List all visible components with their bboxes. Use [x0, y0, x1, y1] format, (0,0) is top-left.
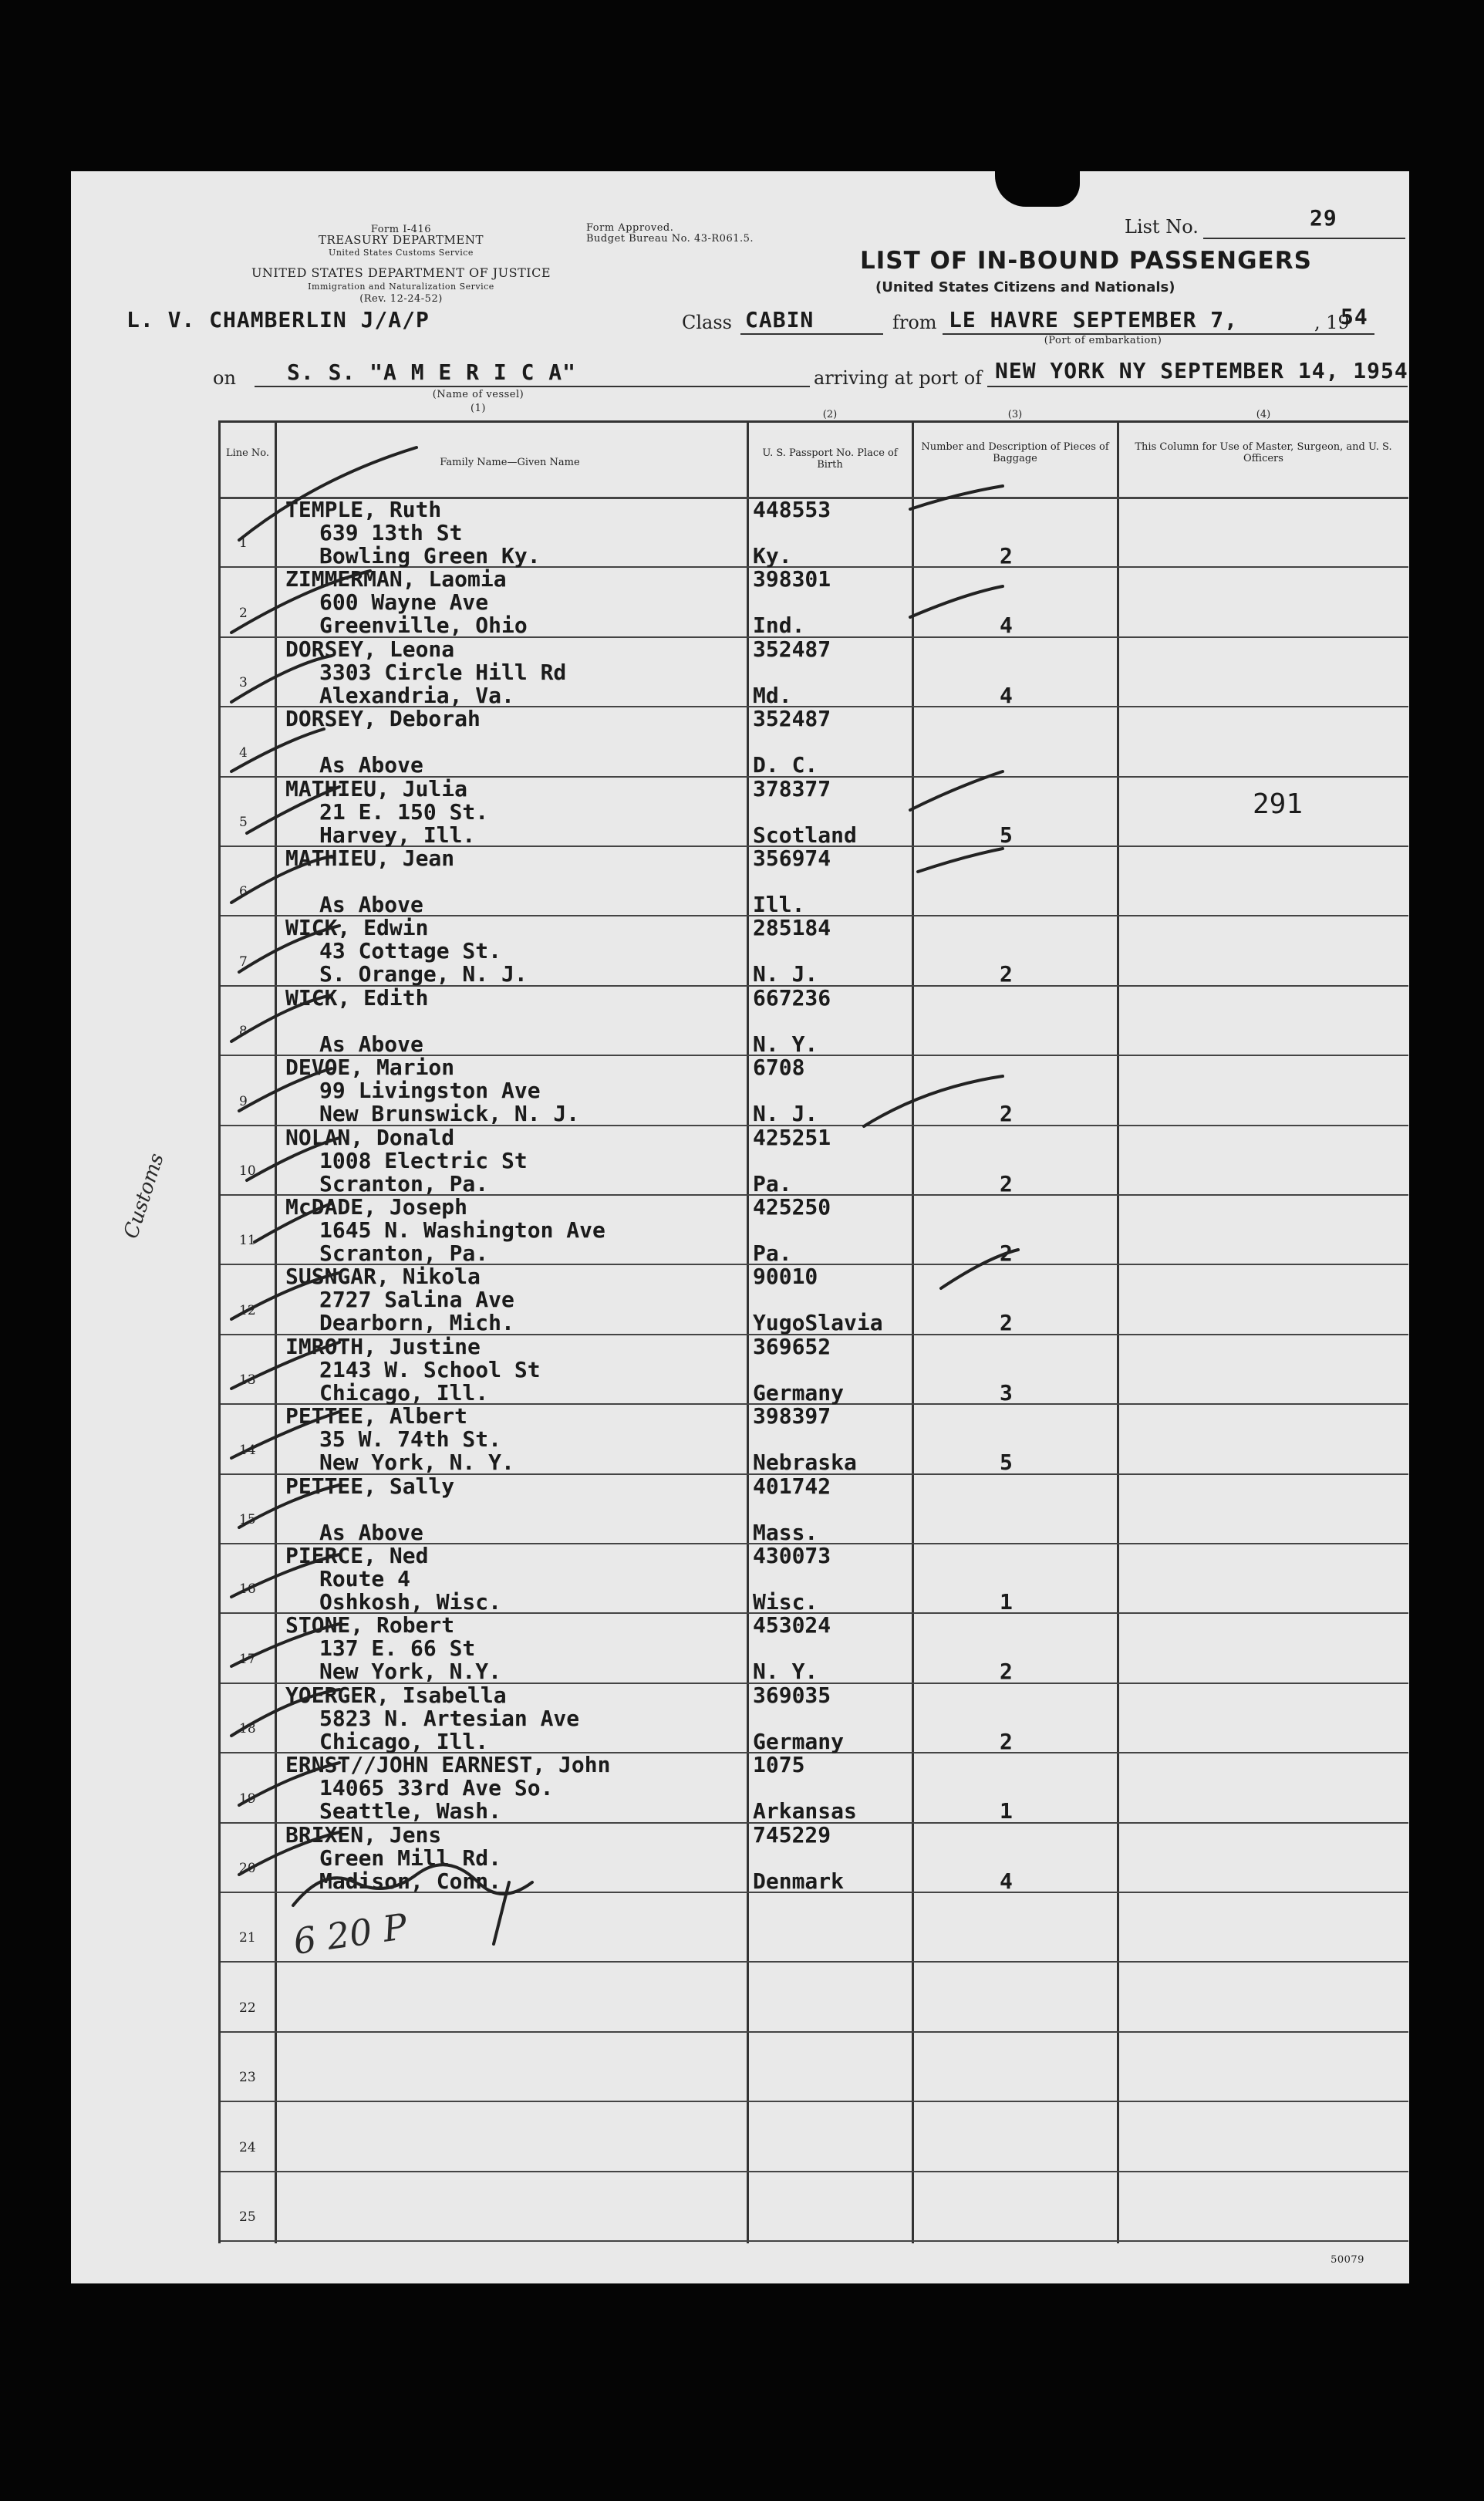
revision-date: (Rev. 12-24-52)	[359, 293, 443, 305]
line-number: 8	[239, 1024, 248, 1040]
passenger-street: 35 W. 74th St.	[319, 1426, 502, 1453]
passenger-city: As Above	[319, 892, 423, 917]
baggage-count: 2	[1000, 1170, 1013, 1196]
place-of-birth: Ind.	[753, 613, 805, 639]
passenger-name: IMROTH, Justine	[285, 1333, 481, 1359]
line-number: 18	[239, 1721, 256, 1737]
line-number: 5	[239, 815, 248, 830]
passenger-street: 14065 33rd Ave So.	[319, 1775, 554, 1801]
line-number: 13	[239, 1372, 256, 1389]
line-number: 4	[239, 744, 248, 761]
passenger-city: Dearborn, Mich.	[319, 1310, 514, 1336]
passenger-street: 2727 Salina Ave	[319, 1287, 514, 1313]
passenger-name: STONE, Robert	[285, 1612, 455, 1639]
passport-number: 448553	[753, 497, 831, 522]
place-of-birth: Pa.	[753, 1240, 792, 1266]
passport-number: 745229	[753, 1821, 831, 1848]
line-number: 15	[239, 1512, 256, 1527]
passport-number: 369652	[753, 1333, 831, 1359]
passenger-name: TEMPLE, Ruth	[285, 497, 442, 522]
passenger-name: MATHIEU, Jean	[285, 845, 455, 871]
baggage-count: 2	[1000, 961, 1013, 987]
line-number: 10	[239, 1163, 256, 1179]
passenger-city: Bowling Green Ky.	[319, 543, 541, 569]
baggage-count: 5	[1000, 1450, 1013, 1476]
vessel-label: (Name of vessel)	[432, 389, 524, 400]
baggage-count: 2	[1000, 1101, 1013, 1127]
baggage-count: 1	[1000, 1798, 1013, 1824]
column-header-name: Family Name—Given Name	[440, 457, 580, 468]
place-of-birth: D. C.	[753, 752, 818, 778]
passport-number: 401742	[753, 1473, 831, 1499]
column-header-baggage: Number and Description of Pieces of Baggage	[921, 441, 1109, 464]
passport-number: 667236	[753, 984, 831, 1011]
line-number: 25	[239, 2209, 256, 2225]
passenger-street: 1008 Electric St	[319, 1147, 528, 1173]
passenger-street: 2143 W. School St	[319, 1356, 541, 1382]
place-of-birth: Nebraska	[753, 1450, 857, 1476]
passenger-name: McDADE, Joseph	[285, 1194, 468, 1220]
list-number-label: List No.	[1125, 216, 1199, 238]
baggage-count: 4	[1000, 1868, 1013, 1894]
class-value: CABIN	[745, 307, 815, 332]
passenger-street: 600 Wayne Ave	[319, 589, 489, 616]
line-number: 23	[239, 2070, 256, 2086]
place-of-birth: Ill.	[753, 892, 805, 917]
place-of-birth: N. Y.	[753, 1031, 818, 1057]
master-name: L. V. CHAMBERLIN J/A/P	[126, 307, 430, 332]
line-number: 2	[239, 605, 248, 621]
place-of-birth: N. Y.	[753, 1659, 818, 1685]
passenger-name: YOERGER, Isabella	[285, 1682, 507, 1708]
baggage-count: 3	[1000, 1379, 1013, 1406]
passenger-city: Scranton, Pa.	[319, 1240, 489, 1266]
year-prefix: , 19	[1314, 312, 1350, 333]
place-of-birth: Germany	[753, 1728, 845, 1754]
passenger-city: Alexandria, Va.	[319, 682, 514, 708]
place-of-birth: Ky.	[753, 543, 792, 569]
form-approved: Form Approved.	[586, 222, 674, 234]
line-number: 12	[239, 1302, 256, 1318]
line-number: 17	[239, 1651, 256, 1667]
passenger-street: Green Mill Rd.	[319, 1845, 502, 1871]
passport-number: 369035	[753, 1682, 831, 1708]
line-number: 16	[239, 1581, 256, 1598]
passenger-street: 1645 N. Washington Ave	[319, 1217, 605, 1243]
margin-note-customs: Customs	[120, 1150, 169, 1242]
passport-number: 453024	[753, 1612, 831, 1639]
passenger-street: 21 E. 150 St.	[319, 798, 489, 825]
passport-number: 285184	[753, 915, 831, 941]
embarkation-port-date: LE HAVRE SEPTEMBER 7,	[949, 307, 1239, 332]
column-header-line-no: Line No.	[225, 447, 270, 459]
passenger-city: As Above	[319, 752, 423, 778]
arriving-label: arriving at port of	[814, 367, 983, 389]
passenger-name: WICK, Edwin	[285, 915, 429, 941]
line-number: 9	[239, 1093, 248, 1109]
passenger-street: 5823 N. Artesian Ave	[319, 1705, 580, 1731]
passenger-city: Seattle, Wash.	[319, 1798, 502, 1824]
passenger-street: 99 Livingston Ave	[319, 1078, 541, 1104]
passenger-name: ERNST//JOHN EARNEST, John	[285, 1752, 611, 1778]
line-number: 14	[239, 1442, 256, 1458]
passenger-name: BRIXEN, Jens	[285, 1821, 442, 1848]
treasury-department: TREASURY DEPARTMENT	[319, 233, 484, 247]
passenger-name: PETTEE, Sally	[285, 1473, 455, 1499]
passenger-street: 3303 Circle Hill Rd	[319, 659, 567, 685]
column-header-officers: This Column for Use of Master, Surgeon, and U. S. Officers	[1135, 441, 1392, 464]
place-of-birth: Germany	[753, 1379, 845, 1406]
passenger-name: PETTEE, Albert	[285, 1403, 468, 1429]
passport-number: 425251	[753, 1124, 831, 1150]
passport-number: 430073	[753, 1543, 831, 1568]
line-number: 22	[239, 2000, 256, 2016]
place-of-birth: Arkansas	[753, 1798, 857, 1824]
passenger-city: New York, N. Y.	[319, 1450, 514, 1476]
passenger-name: NOLAN, Donald	[285, 1124, 455, 1150]
line-number: 7	[239, 953, 248, 970]
passenger-city: Harvey, Ill.	[319, 822, 476, 848]
passenger-street: 43 Cottage St.	[319, 938, 502, 964]
vessel-column-number: (1)	[470, 403, 486, 414]
page-subtitle: (United States Citizens and Nationals)	[875, 279, 1175, 295]
column-number-2: (2)	[822, 409, 838, 420]
passenger-city: Chicago, Ill.	[319, 1379, 489, 1406]
line-number: 24	[239, 2139, 256, 2155]
place-of-birth: N. J.	[753, 1101, 818, 1127]
passenger-city: As Above	[319, 1519, 423, 1545]
passenger-city: Oshkosh, Wisc.	[319, 1589, 502, 1615]
line-number: 21	[239, 1930, 256, 1946]
passenger-name: DORSEY, Leona	[285, 636, 455, 662]
place-of-birth: N. J.	[753, 961, 818, 987]
passenger-name: SUSNGAR, Nikola	[285, 1264, 481, 1290]
passport-number: 90010	[753, 1264, 818, 1290]
passport-number: 1075	[753, 1752, 805, 1778]
immigration-service: Immigration and Naturalization Service	[308, 282, 494, 292]
baggage-count: 2	[1000, 1310, 1013, 1336]
vessel-name: S. S. "A M E R I C A"	[287, 359, 577, 385]
form-number: Form I-416	[370, 224, 432, 235]
passenger-street: 137 E. 66 St	[319, 1635, 476, 1662]
on-label: on	[213, 367, 236, 389]
passport-number: 352487	[753, 706, 831, 732]
footer-code: 50079	[1331, 2254, 1364, 2266]
line-number: 11	[239, 1233, 256, 1249]
passport-number: 352487	[753, 636, 831, 662]
passport-number: 378377	[753, 775, 831, 802]
column-header-passport: U. S. Passport No. Place of Birth	[762, 447, 898, 471]
from-label: from	[892, 312, 937, 333]
passenger-city: New York, N.Y.	[319, 1659, 502, 1685]
passenger-city: Chicago, Ill.	[319, 1728, 489, 1754]
class-label: Class	[682, 312, 732, 333]
passport-number: 356974	[753, 845, 831, 871]
passenger-name: ZIMMERMAN, Laomia	[285, 566, 507, 592]
passenger-street: Route 4	[319, 1566, 411, 1591]
passenger-street: 639 13th St	[319, 520, 463, 545]
passenger-name: MATHIEU, Julia	[285, 775, 468, 802]
passenger-city: Greenville, Ohio	[319, 613, 528, 639]
justice-department: UNITED STATES DEPARTMENT OF JUSTICE	[251, 265, 551, 280]
place-of-birth: Md.	[753, 682, 792, 708]
copy-note: 6 20 P	[290, 1905, 410, 1963]
list-number: 29	[1310, 205, 1337, 231]
arrival-port-date: NEW YORK NY SEPTEMBER 14, 1954	[995, 358, 1408, 383]
baggage-count: 5	[1000, 822, 1013, 848]
line-number: 19	[239, 1791, 256, 1807]
passenger-city: Scranton, Pa.	[319, 1170, 489, 1196]
passenger-city: Madison, Conn.	[319, 1868, 502, 1894]
place-of-birth: YugoSlavia	[753, 1310, 883, 1336]
customs-service: United States Customs Service	[329, 248, 474, 258]
passport-number: 425250	[753, 1194, 831, 1220]
passport-number: 6708	[753, 1055, 805, 1081]
baggage-count: 2	[1000, 1240, 1013, 1266]
passport-number: 398397	[753, 1403, 831, 1429]
budget-bureau: Budget Bureau No. 43-R061.5.	[586, 233, 754, 245]
place-of-birth: Mass.	[753, 1519, 818, 1545]
page-title: LIST OF IN-BOUND PASSENGERS	[860, 247, 1312, 275]
line-number: 20	[239, 1861, 256, 1876]
baggage-count: 2	[1000, 1659, 1013, 1685]
passenger-city: S. Orange, N. J.	[319, 961, 528, 987]
line-number: 3	[239, 675, 248, 691]
baggage-count: 4	[1000, 682, 1013, 708]
line-number: 1	[239, 535, 248, 552]
passenger-city: New Brunswick, N. J.	[319, 1101, 580, 1127]
passenger-name: WICK, Edith	[285, 984, 429, 1011]
port-of-embarkation-label: (Port of embarkation)	[1044, 335, 1162, 346]
baggage-count: 2	[1000, 1728, 1013, 1754]
place-of-birth: Pa.	[753, 1170, 792, 1196]
passport-number: 398301	[753, 566, 831, 592]
place-of-birth: Scotland	[753, 822, 857, 848]
line-number: 6	[239, 884, 248, 900]
passenger-name: DORSEY, Deborah	[285, 706, 481, 732]
passenger-city: As Above	[319, 1031, 423, 1057]
place-of-birth: Wisc.	[753, 1589, 818, 1615]
column-number-4: (4)	[1256, 409, 1271, 420]
baggage-count: 2	[1000, 543, 1013, 569]
year-value: 54	[1341, 304, 1368, 329]
officer-note: 291	[1253, 788, 1304, 820]
baggage-count: 1	[1000, 1589, 1013, 1615]
passenger-name: DEVOE, Marion	[285, 1055, 455, 1081]
baggage-count: 4	[1000, 613, 1013, 639]
column-number-3: (3)	[1007, 409, 1023, 420]
passenger-name: PIERCE, Ned	[285, 1543, 429, 1568]
place-of-birth: Denmark	[753, 1868, 845, 1894]
